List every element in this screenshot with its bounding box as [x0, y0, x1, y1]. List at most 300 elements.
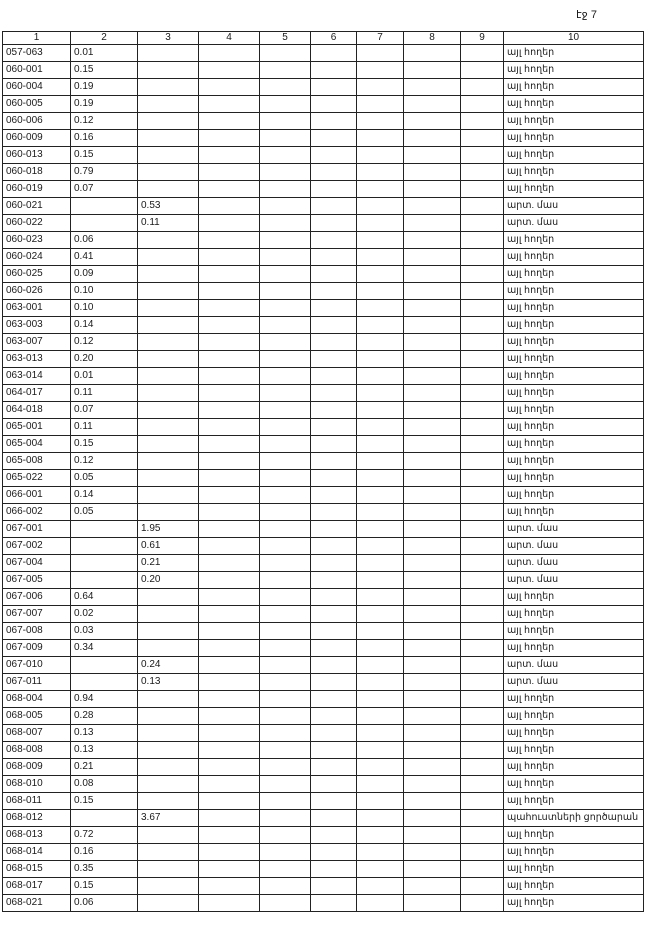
area-col-2: 0.35	[71, 861, 138, 878]
empty-cell	[461, 79, 504, 96]
table-row	[3, 283, 644, 300]
empty-cell	[357, 470, 404, 487]
parcel-code: 064-017	[3, 385, 71, 402]
empty-cell	[311, 334, 357, 351]
empty-cell	[311, 130, 357, 147]
land-type-note: այլ հողեր	[504, 147, 644, 164]
area-col-2	[71, 215, 138, 232]
empty-cell	[404, 164, 461, 181]
empty-cell	[199, 249, 260, 266]
area-col-2: 0.07	[71, 181, 138, 198]
empty-cell	[461, 555, 504, 572]
table-row	[3, 215, 644, 232]
column-header: 3	[138, 32, 199, 45]
empty-cell	[404, 691, 461, 708]
table-row	[3, 657, 644, 674]
empty-cell	[311, 504, 357, 521]
empty-cell	[260, 436, 311, 453]
parcel-code: 067-002	[3, 538, 71, 555]
land-type-note: այլ հողեր	[504, 623, 644, 640]
table-row	[3, 725, 644, 742]
area-col-3	[138, 79, 199, 96]
land-type-note: արտ. մաս	[504, 215, 644, 232]
empty-cell	[357, 572, 404, 589]
empty-cell	[260, 810, 311, 827]
empty-cell	[461, 249, 504, 266]
empty-cell	[461, 623, 504, 640]
empty-cell	[461, 725, 504, 742]
empty-cell	[461, 827, 504, 844]
area-col-3	[138, 640, 199, 657]
area-col-2: 0.15	[71, 436, 138, 453]
empty-cell	[311, 606, 357, 623]
empty-cell	[404, 334, 461, 351]
parcel-code: 057-063	[3, 45, 71, 62]
empty-cell	[311, 215, 357, 232]
land-type-note: այլ հողեր	[504, 436, 644, 453]
empty-cell	[199, 283, 260, 300]
empty-cell	[260, 657, 311, 674]
column-header: 5	[260, 32, 311, 45]
parcel-code: 060-019	[3, 181, 71, 198]
table-row	[3, 708, 644, 725]
empty-cell	[260, 266, 311, 283]
empty-cell	[311, 538, 357, 555]
parcel-code: 060-026	[3, 283, 71, 300]
land-type-note: այլ հողեր	[504, 861, 644, 878]
empty-cell	[357, 640, 404, 657]
area-col-2: 0.15	[71, 793, 138, 810]
column-header: 8	[404, 32, 461, 45]
empty-cell	[199, 198, 260, 215]
empty-cell	[260, 368, 311, 385]
area-col-3: 0.61	[138, 538, 199, 555]
empty-cell	[199, 844, 260, 861]
empty-cell	[404, 45, 461, 62]
empty-cell	[260, 96, 311, 113]
empty-cell	[404, 521, 461, 538]
area-col-2: 0.13	[71, 725, 138, 742]
empty-cell	[357, 453, 404, 470]
empty-cell	[311, 674, 357, 691]
table-row	[3, 249, 644, 266]
empty-cell	[199, 589, 260, 606]
area-col-3: 0.53	[138, 198, 199, 215]
empty-cell	[357, 538, 404, 555]
empty-cell	[461, 164, 504, 181]
empty-cell	[404, 453, 461, 470]
empty-cell	[461, 674, 504, 691]
empty-cell	[199, 45, 260, 62]
empty-cell	[461, 215, 504, 232]
land-type-note: այլ հողեր	[504, 266, 644, 283]
empty-cell	[357, 657, 404, 674]
area-col-3	[138, 725, 199, 742]
area-col-2: 0.08	[71, 776, 138, 793]
land-type-note: այլ հողեր	[504, 844, 644, 861]
empty-cell	[311, 436, 357, 453]
area-col-3: 3.67	[138, 810, 199, 827]
table-row	[3, 827, 644, 844]
land-type-note: այլ հողեր	[504, 164, 644, 181]
empty-cell	[357, 436, 404, 453]
area-col-3	[138, 130, 199, 147]
table-row	[3, 317, 644, 334]
table-row	[3, 385, 644, 402]
empty-cell	[260, 249, 311, 266]
land-type-note: այլ հողեր	[504, 793, 644, 810]
area-col-2: 0.01	[71, 368, 138, 385]
empty-cell	[461, 844, 504, 861]
table-row	[3, 487, 644, 504]
area-col-3	[138, 351, 199, 368]
empty-cell	[357, 810, 404, 827]
empty-cell	[404, 317, 461, 334]
table-row	[3, 776, 644, 793]
empty-cell	[260, 79, 311, 96]
empty-cell	[311, 249, 357, 266]
empty-cell	[461, 504, 504, 521]
empty-cell	[260, 164, 311, 181]
area-col-2: 0.11	[71, 385, 138, 402]
empty-cell	[199, 538, 260, 555]
empty-cell	[357, 385, 404, 402]
area-col-3: 0.11	[138, 215, 199, 232]
empty-cell	[357, 487, 404, 504]
empty-cell	[260, 419, 311, 436]
empty-cell	[260, 861, 311, 878]
empty-cell	[311, 844, 357, 861]
empty-cell	[357, 708, 404, 725]
empty-cell	[260, 555, 311, 572]
empty-cell	[260, 844, 311, 861]
empty-cell	[311, 555, 357, 572]
parcel-code: 065-008	[3, 453, 71, 470]
empty-cell	[199, 266, 260, 283]
parcel-code: 060-006	[3, 113, 71, 130]
empty-cell	[260, 232, 311, 249]
empty-cell	[311, 385, 357, 402]
area-col-2: 0.10	[71, 283, 138, 300]
empty-cell	[199, 810, 260, 827]
area-col-3	[138, 232, 199, 249]
empty-cell	[404, 555, 461, 572]
parcel-code: 068-017	[3, 878, 71, 895]
area-col-3	[138, 623, 199, 640]
land-type-note: այլ հողեր	[504, 232, 644, 249]
area-col-2	[71, 538, 138, 555]
table-row	[3, 79, 644, 96]
empty-cell	[260, 674, 311, 691]
empty-cell	[199, 742, 260, 759]
empty-cell	[260, 130, 311, 147]
empty-cell	[461, 708, 504, 725]
parcel-code: 063-007	[3, 334, 71, 351]
empty-cell	[199, 878, 260, 895]
empty-cell	[199, 368, 260, 385]
empty-cell	[199, 147, 260, 164]
empty-cell	[404, 96, 461, 113]
table-row	[3, 470, 644, 487]
empty-cell	[461, 402, 504, 419]
empty-cell	[260, 300, 311, 317]
parcel-code: 067-001	[3, 521, 71, 538]
area-col-3: 1.95	[138, 521, 199, 538]
empty-cell	[199, 419, 260, 436]
empty-cell	[357, 181, 404, 198]
area-col-3	[138, 300, 199, 317]
empty-cell	[357, 827, 404, 844]
empty-cell	[404, 708, 461, 725]
empty-cell	[260, 45, 311, 62]
empty-cell	[404, 113, 461, 130]
parcel-code: 068-007	[3, 725, 71, 742]
area-col-2: 0.16	[71, 130, 138, 147]
area-col-2: 0.20	[71, 351, 138, 368]
table-row	[3, 181, 644, 198]
empty-cell	[199, 300, 260, 317]
table-row	[3, 623, 644, 640]
empty-cell	[311, 589, 357, 606]
empty-cell	[404, 878, 461, 895]
empty-cell	[461, 538, 504, 555]
empty-cell	[357, 215, 404, 232]
table-row	[3, 640, 644, 657]
empty-cell	[199, 895, 260, 912]
empty-cell	[404, 776, 461, 793]
area-col-3	[138, 368, 199, 385]
area-col-3	[138, 776, 199, 793]
land-type-note: այլ հողեր	[504, 283, 644, 300]
area-col-3	[138, 487, 199, 504]
land-type-note: այլ հողեր	[504, 878, 644, 895]
empty-cell	[404, 674, 461, 691]
area-col-2: 0.15	[71, 62, 138, 79]
area-col-3	[138, 266, 199, 283]
empty-cell	[404, 640, 461, 657]
area-col-3	[138, 402, 199, 419]
empty-cell	[357, 232, 404, 249]
empty-cell	[311, 657, 357, 674]
area-col-3	[138, 436, 199, 453]
empty-cell	[199, 708, 260, 725]
parcel-code: 067-007	[3, 606, 71, 623]
empty-cell	[199, 453, 260, 470]
empty-cell	[404, 623, 461, 640]
empty-cell	[357, 198, 404, 215]
empty-cell	[357, 589, 404, 606]
empty-cell	[404, 810, 461, 827]
land-type-note: արտ. մաս	[504, 572, 644, 589]
area-col-3: 0.20	[138, 572, 199, 589]
land-type-note: այլ հողեր	[504, 640, 644, 657]
land-type-note: արտ. մաս	[504, 657, 644, 674]
empty-cell	[311, 895, 357, 912]
area-col-3	[138, 181, 199, 198]
area-col-3	[138, 62, 199, 79]
table-row	[3, 130, 644, 147]
empty-cell	[357, 351, 404, 368]
parcel-code: 068-005	[3, 708, 71, 725]
empty-cell	[404, 487, 461, 504]
empty-cell	[461, 657, 504, 674]
empty-cell	[357, 113, 404, 130]
area-col-3	[138, 317, 199, 334]
empty-cell	[357, 147, 404, 164]
empty-cell	[404, 147, 461, 164]
empty-cell	[199, 215, 260, 232]
table-row	[3, 62, 644, 79]
area-col-3	[138, 504, 199, 521]
area-col-3	[138, 844, 199, 861]
area-col-3	[138, 470, 199, 487]
column-header: 7	[357, 32, 404, 45]
land-type-note: արտ. մաս	[504, 538, 644, 555]
empty-cell	[199, 606, 260, 623]
area-col-2: 0.10	[71, 300, 138, 317]
empty-cell	[461, 521, 504, 538]
empty-cell	[357, 759, 404, 776]
empty-cell	[199, 691, 260, 708]
table-row	[3, 300, 644, 317]
empty-cell	[199, 470, 260, 487]
empty-cell	[260, 113, 311, 130]
empty-cell	[260, 742, 311, 759]
empty-cell	[404, 266, 461, 283]
area-col-3	[138, 283, 199, 300]
empty-cell	[404, 351, 461, 368]
empty-cell	[461, 96, 504, 113]
empty-cell	[199, 402, 260, 419]
empty-cell	[311, 198, 357, 215]
land-type-note: այլ հողեր	[504, 895, 644, 912]
area-col-3	[138, 742, 199, 759]
land-type-note: այլ հողեր	[504, 113, 644, 130]
area-col-3	[138, 334, 199, 351]
empty-cell	[311, 62, 357, 79]
area-col-2: 0.13	[71, 742, 138, 759]
land-type-note: այլ հողեր	[504, 385, 644, 402]
land-type-note: այլ հողեր	[504, 300, 644, 317]
area-col-3	[138, 759, 199, 776]
empty-cell	[260, 504, 311, 521]
empty-cell	[357, 96, 404, 113]
empty-cell	[404, 504, 461, 521]
empty-cell	[357, 776, 404, 793]
parcel-code: 060-025	[3, 266, 71, 283]
empty-cell	[311, 861, 357, 878]
land-type-note: այլ հողեր	[504, 45, 644, 62]
land-type-note: այլ հողեր	[504, 181, 644, 198]
parcel-code: 067-011	[3, 674, 71, 691]
empty-cell	[260, 487, 311, 504]
area-col-2: 0.72	[71, 827, 138, 844]
land-type-note: այլ հողեր	[504, 759, 644, 776]
empty-cell	[260, 606, 311, 623]
parcel-code: 066-002	[3, 504, 71, 521]
parcel-code: 068-021	[3, 895, 71, 912]
empty-cell	[404, 572, 461, 589]
parcel-code: 068-008	[3, 742, 71, 759]
empty-cell	[404, 215, 461, 232]
empty-cell	[311, 453, 357, 470]
empty-cell	[260, 521, 311, 538]
land-type-note: այլ հողեր	[504, 96, 644, 113]
empty-cell	[357, 895, 404, 912]
area-col-2	[71, 555, 138, 572]
empty-cell	[357, 674, 404, 691]
area-col-2: 0.02	[71, 606, 138, 623]
parcel-code: 068-014	[3, 844, 71, 861]
empty-cell	[404, 232, 461, 249]
empty-cell	[461, 436, 504, 453]
table-row	[3, 861, 644, 878]
area-col-3	[138, 708, 199, 725]
parcel-code: 068-010	[3, 776, 71, 793]
empty-cell	[260, 402, 311, 419]
table-row	[3, 164, 644, 181]
empty-cell	[311, 487, 357, 504]
parcel-code: 068-012	[3, 810, 71, 827]
empty-cell	[260, 776, 311, 793]
empty-cell	[404, 402, 461, 419]
area-col-2	[71, 521, 138, 538]
empty-cell	[311, 147, 357, 164]
empty-cell	[404, 79, 461, 96]
empty-cell	[461, 147, 504, 164]
parcel-code: 060-005	[3, 96, 71, 113]
empty-cell	[311, 96, 357, 113]
parcel-code: 066-001	[3, 487, 71, 504]
area-col-3	[138, 793, 199, 810]
empty-cell	[199, 572, 260, 589]
empty-cell	[357, 300, 404, 317]
area-col-3	[138, 164, 199, 181]
empty-cell	[404, 62, 461, 79]
area-col-2: 0.05	[71, 504, 138, 521]
empty-cell	[461, 759, 504, 776]
empty-cell	[357, 164, 404, 181]
empty-cell	[404, 538, 461, 555]
table-row	[3, 521, 644, 538]
area-col-2: 0.15	[71, 878, 138, 895]
parcel-code: 067-005	[3, 572, 71, 589]
table-row	[3, 895, 644, 912]
empty-cell	[311, 266, 357, 283]
land-type-note: այլ հողեր	[504, 691, 644, 708]
table-row	[3, 198, 644, 215]
land-type-note: այլ հողեր	[504, 368, 644, 385]
table-row	[3, 572, 644, 589]
table-row	[3, 844, 644, 861]
area-col-3	[138, 691, 199, 708]
empty-cell	[461, 878, 504, 895]
land-type-note: այլ հողեր	[504, 334, 644, 351]
empty-cell	[461, 181, 504, 198]
parcel-code: 068-009	[3, 759, 71, 776]
empty-cell	[311, 470, 357, 487]
table-row	[3, 419, 644, 436]
empty-cell	[199, 130, 260, 147]
empty-cell	[311, 402, 357, 419]
empty-cell	[357, 266, 404, 283]
land-type-note: արտ. մաս	[504, 521, 644, 538]
land-type-note: այլ հողեր	[504, 708, 644, 725]
empty-cell	[461, 861, 504, 878]
area-col-3	[138, 895, 199, 912]
empty-cell	[461, 317, 504, 334]
empty-cell	[199, 79, 260, 96]
